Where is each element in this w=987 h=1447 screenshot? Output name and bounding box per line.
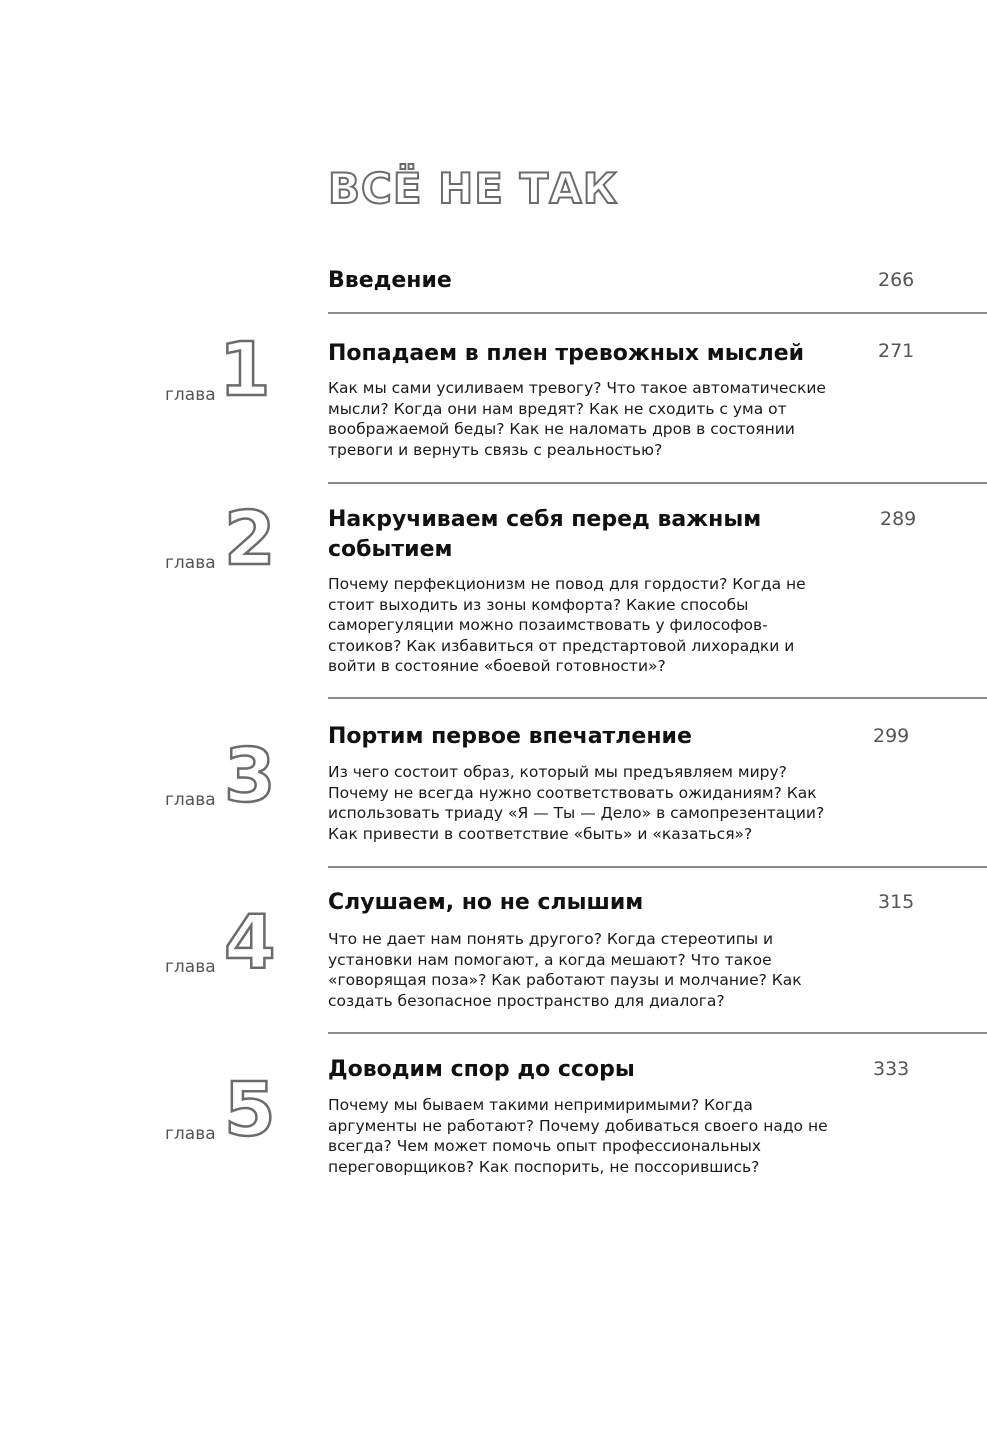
chapter-title: Накручиваем себя перед важным событием [328,507,762,562]
chapter-label: глава [165,385,216,405]
chapter-title: Слушаем, но не слышим [328,890,644,915]
intro-page-number: 266 [878,269,915,291]
chapter-description: Как мы сами усиливаем тревогу? Что такое автоматические мысли? Когда они нам вредят? Как не сходить с ума от воображаемой беды? Как не наломать дров в состоянии тревоги и вернуть связь с реальностью? [328,379,826,459]
divider [328,697,987,699]
divider [328,1032,987,1034]
chapter-page-number: 333 [873,1058,910,1080]
chapter-number: 1 [219,327,271,413]
chapter-number: 2 [224,496,276,582]
chapter-page-number: 315 [878,891,915,913]
chapter-page-number: 289 [880,508,917,530]
chapter-number: 4 [224,900,276,986]
chapter-label: глава [165,553,216,573]
chapter-description: Почему перфекционизм не повод для гордости? Когда не стоит выходить из зоны комфорта? Какие способы саморегуляции можно позаимствовать у философов-стоиков? Как избавиться от предстартовой лихорадки и войти в состояние «боевой готовности»? [328,575,806,676]
intro-title: Введение [328,268,452,293]
chapter-title: Портим первое впечатление [328,724,692,749]
chapter-label: глава [165,957,216,977]
chapter-page-number: 271 [878,340,915,362]
divider [328,312,987,314]
chapter-label: глава [165,1124,216,1144]
chapter-description: Из чего состоит образ, который мы предъявляем миру? Почему не всегда нужно соответствовать ожиданиям? Как использовать триаду «Я — Ты — Дело» в самопрезентации? Как привести в соответствие «быть» и «казаться»? [328,763,825,843]
chapter-description: Что не дает нам понять другого? Когда стереотипы и установки нам помогают, а когда мешают? Что такое «говорящая поза»? Как работают паузы и молчание? Как создать безопасное пространство для диалога? [328,930,802,1010]
chapter-description: Почему мы бываем такими непримиримыми? Когда аргументы не работают? Почему добиваться своего надо не всегда? Чем может помочь опыт профессиональных переговорщиков? Как поспорить, не поссорившись? [328,1096,828,1176]
divider [328,482,987,484]
section-title: ВСЁ НЕ ТАК [328,164,619,213]
chapter-title: Попадаем в плен тревожных мыслей [328,341,805,366]
chapter-number: 5 [224,1067,276,1153]
chapter-number: 3 [224,733,276,819]
chapter-page-number: 299 [873,725,910,747]
chapter-title: Доводим спор до ссоры [328,1057,635,1082]
chapter-label: глава [165,790,216,810]
divider [328,866,987,868]
